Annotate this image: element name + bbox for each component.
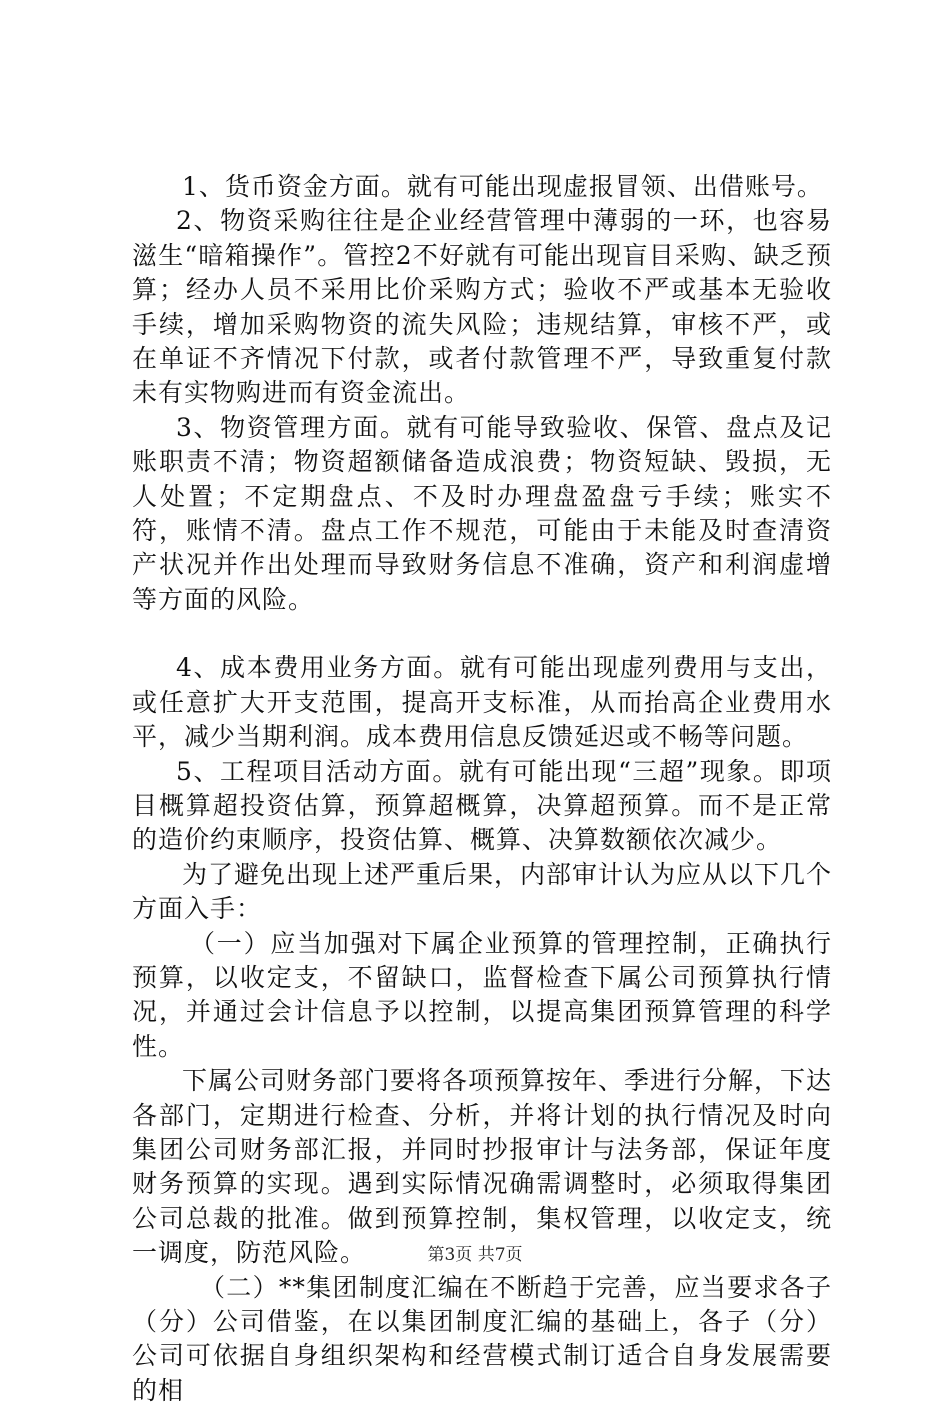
- paragraph-audit-intro: 为了避免出现上述严重后果，内部审计认为应从以下几个方面入手：: [132, 859, 833, 924]
- paragraph-engineering-projects: 5、工程项目活动方面。就有可能出现“三超”现象。即项目概算超投资估算，预算超概算，决算超预算。而不是正常的造价约束顺序，投资估算、概算、决算数额依次减少。: [132, 756, 832, 855]
- paragraph-budget-control: （一）应当加强对下属企业预算的管理控制，正确执行预算，以收定支，不留缺口，监督检查下属公司预算执行情况，并通过会计信息予以控制，以提高集团预算管理的科学性。: [132, 928, 832, 1061]
- paragraph-material-procurement: 2、物资采购往往是企业经营管理中薄弱的一环，也容易滋生“暗箱操作”。管控2不好就有可能出现盲目采购、缺乏预算；经办人员不采用比价采购方式；验收不严或基本无验收手续，增加采购物资的流失风险；违规结算，审核不严，或在单证不齐情况下付款，或者付款管理不严，导致重复付款未有实物购进而有资金流出。: [132, 206, 832, 408]
- paragraph-budget-reporting: 下属公司财务部门要将各项预算按年、季进行分解，下达各部门，定期进行检查、分析，并将计划的执行情况及时向集团公司财务部汇报，并同时抄报审计与法务部，保证年度财务预算的实现。遇到实际情况确需调整时，必须取得集团公司总裁的批准。做到预算控制，集权管理，以收定支，统一调度，防范风险。: [132, 1066, 833, 1268]
- paragraph-spacer: [132, 617, 832, 651]
- paragraph-cost-expense: 4、成本费用业务方面。就有可能出现虚列费用与支出，或任意扩大开支范围，提高开支标准，从而抬高企业费用水平，减少当期利润。成本费用信息反馈延迟或不畅等问题。: [132, 653, 832, 752]
- paragraph-group-regulations: （二）**集团制度汇编在不断趋于完善，应当要求各子（分）公司借鉴，在以集团制度汇编的基础上，各子（分）公司可依据自身组织架构和经营模式制订适合自身发展需要的相: [132, 1272, 832, 1405]
- paragraph-currency-funds: 1、货币资金方面。就有可能出现虚报冒领、出借账号。: [182, 172, 823, 201]
- document-body: [132, 170, 832, 1408]
- page-number-footer: 第3页 共7页: [427, 1245, 523, 1265]
- paragraph-material-management: 3、物资管理方面。就有可能导致验收、保管、盘点及记账职责不清；物资超额储备造成浪费；物资短缺、毁损，无人处置；不定期盘点、不及时办理盘盈盘亏手续；账实不符，账情不清。盘点工作不规范，可能由于未能及时查清资产状况并作出处理而导致财务信息不准确，资产和利润虚增等方面的风险。: [132, 412, 832, 614]
